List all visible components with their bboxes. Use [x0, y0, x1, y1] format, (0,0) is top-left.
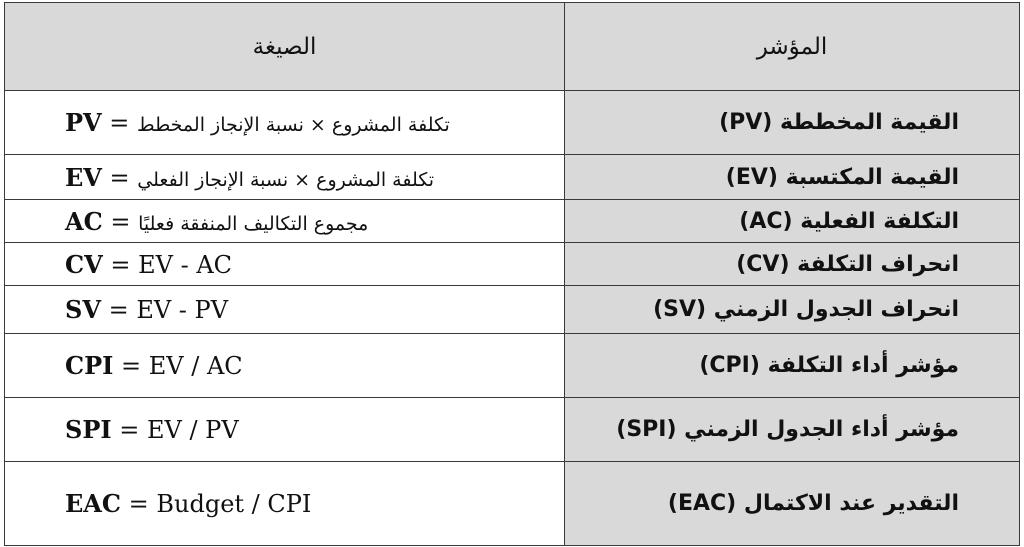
formula-symbol: CV — [65, 249, 103, 279]
formula-arabic: تكلفة المشروع × نسبة الإنجاز المخطط — [137, 114, 450, 136]
formula-symbol: SV — [65, 295, 101, 324]
header-formula: الصيغة — [5, 3, 565, 91]
formula-equals: = — [101, 163, 138, 192]
formula-equals: = — [102, 207, 139, 236]
evm-indicators-table — [4, 2, 1020, 546]
table-row — [5, 334, 1020, 398]
formula-cell — [5, 200, 565, 243]
formula-arabic: تكلفة المشروع × نسبة الإنجاز الفعلي — [137, 168, 435, 191]
formula-expression: = EV / PV — [111, 416, 239, 444]
table-row — [5, 398, 1020, 462]
indicator-cell: مؤشر أداء التكلفة (CPI) — [565, 334, 1020, 398]
header-indicator: المؤشر — [565, 3, 1020, 91]
indicator-cell: القيمة المكتسبة (EV) — [565, 155, 1020, 200]
table-row — [5, 200, 1020, 243]
formula-symbol: EAC — [65, 489, 122, 518]
formula-cell — [5, 334, 565, 398]
table-row — [5, 462, 1020, 546]
table-row — [5, 91, 1020, 155]
formula-symbol: SPI — [65, 415, 112, 444]
formula-expression: = EV / AC — [113, 352, 243, 380]
formula-symbol: AC — [65, 206, 103, 236]
formula-cell — [5, 243, 565, 286]
indicator-cell: القيمة المخططة (PV) — [565, 91, 1020, 155]
table-row — [5, 155, 1020, 200]
formula-cell — [5, 462, 565, 546]
indicator-cell: التكلفة الفعلية (AC) — [565, 200, 1020, 243]
formula-arabic: مجموع التكاليف المنفقة فعليًا — [138, 212, 369, 235]
header-row — [5, 3, 1020, 91]
formula-symbol: CPI — [65, 351, 114, 380]
table-row — [5, 286, 1020, 334]
formula-cell — [5, 286, 565, 334]
indicator-cell: انحراف التكلفة (CV) — [565, 243, 1020, 286]
formula-cell — [5, 155, 565, 200]
indicator-cell: التقدير عند الاكتمال (EAC) — [565, 462, 1020, 546]
formula-cell — [5, 398, 565, 462]
formula-symbol: PV — [65, 108, 102, 137]
formula-symbol: EV — [65, 162, 102, 192]
table-row — [5, 243, 1020, 286]
indicator-cell: انحراف الجدول الزمني (SV) — [565, 286, 1020, 334]
formula-expression: = EV - PV — [100, 296, 229, 324]
formula-equals: = — [101, 109, 138, 137]
formula-expression: = Budget / CPI — [121, 490, 312, 518]
formula-cell — [5, 91, 565, 155]
formula-expression: = EV - AC — [102, 250, 233, 279]
indicator-cell: مؤشر أداء الجدول الزمني (SPI) — [565, 398, 1020, 462]
